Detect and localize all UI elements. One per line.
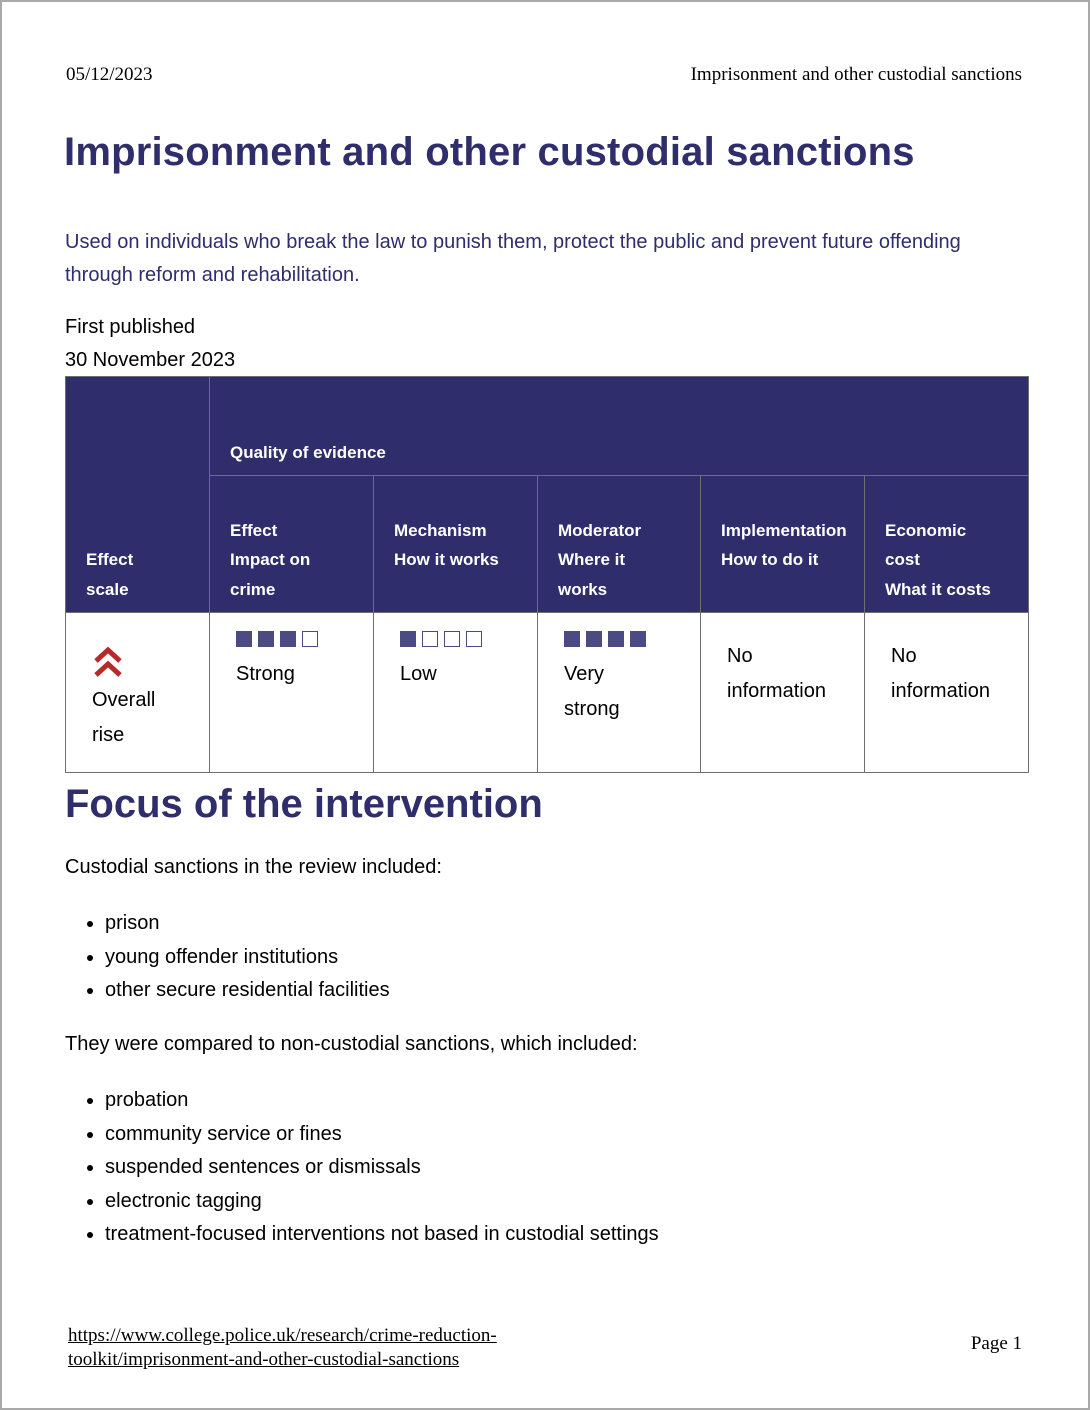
list-item: • other secure residential facilities — [105, 974, 390, 1008]
rating-label: Very strong — [564, 663, 620, 720]
info-cell-economic-cost: No information — [865, 613, 1029, 773]
rating-cell-effect — [210, 613, 374, 773]
print-date: 05/12/2023 — [66, 64, 153, 85]
included-intro: Custodial sanctions in the review included: — [65, 856, 442, 878]
col-header-economic-cost: Economic cost What it costs — [865, 476, 1029, 613]
rating-square-filled — [236, 631, 252, 647]
running-header — [66, 64, 1022, 86]
rating-boxes — [236, 631, 365, 653]
rating-cell-moderator — [538, 613, 701, 773]
rating-square-empty — [302, 631, 318, 647]
page-number: Page 1 — [970, 1333, 1022, 1354]
compared-list — [65, 1084, 659, 1252]
list-item: • community service or fines — [105, 1118, 659, 1152]
section-heading: Focus of the intervention — [65, 782, 543, 826]
published-date: 30 November 2023 — [65, 349, 236, 371]
rating-square-filled — [608, 631, 624, 647]
rating-square-empty — [422, 631, 438, 647]
rating-boxes — [400, 631, 529, 653]
rating-square-empty — [444, 631, 460, 647]
included-list — [65, 907, 390, 1008]
rating-square-filled — [280, 631, 296, 647]
rating-square-filled — [564, 631, 580, 647]
compared-intro: They were compared to non-custodial sanctions, which included: — [65, 1033, 638, 1055]
list-item: • probation — [105, 1084, 659, 1118]
running-title: Imprisonment and other custodial sanctions — [690, 64, 1022, 85]
list-item: • treatment-focused interventions not based in custodial settings — [105, 1218, 659, 1252]
published-label: First published — [65, 316, 196, 338]
double-chevron-up-icon — [92, 645, 124, 679]
summary-text: Used on individuals who break the law to punish them, protect the public and prevent future offending through reform and rehabilitation. — [65, 231, 961, 286]
list-item: • suspended sentences or dismissals — [105, 1151, 659, 1185]
col-header-moderator: Moderator Where it works — [538, 476, 701, 613]
col-header-effect: Effect Impact on crime — [210, 476, 374, 613]
rating-square-empty — [466, 631, 482, 647]
list-item: • electronic tagging — [105, 1185, 659, 1219]
list-item: • prison — [105, 907, 390, 941]
rating-label: Low — [400, 663, 437, 685]
page-title: Imprisonment and other custodial sanctions — [64, 130, 915, 174]
info-cell-implementation: No information — [701, 613, 865, 773]
quality-of-evidence-heading: Quality of evidence — [210, 377, 1029, 476]
col-header-implementation: Implementation How to do it — [701, 476, 865, 613]
rating-boxes — [564, 631, 692, 653]
effect-scale-label: Overall rise — [92, 689, 156, 746]
rating-square-filled — [258, 631, 274, 647]
source-url-link[interactable]: https://www.college.police.uk/research/crime-reduction- toolkit/imprisonment-and-other-custodial-sanctions — [68, 1325, 497, 1370]
table-row — [66, 613, 1029, 773]
rating-label: Strong — [236, 663, 295, 685]
effect-scale-header: Effect scale — [66, 377, 210, 613]
rating-square-filled — [400, 631, 416, 647]
col-header-mechanism: Mechanism How it works — [374, 476, 538, 613]
rating-square-filled — [586, 631, 602, 647]
evidence-table — [65, 376, 1029, 773]
rating-square-filled — [630, 631, 646, 647]
effect-scale-cell — [66, 613, 210, 773]
list-item: • young offender institutions — [105, 941, 390, 975]
rating-cell-mechanism — [374, 613, 538, 773]
